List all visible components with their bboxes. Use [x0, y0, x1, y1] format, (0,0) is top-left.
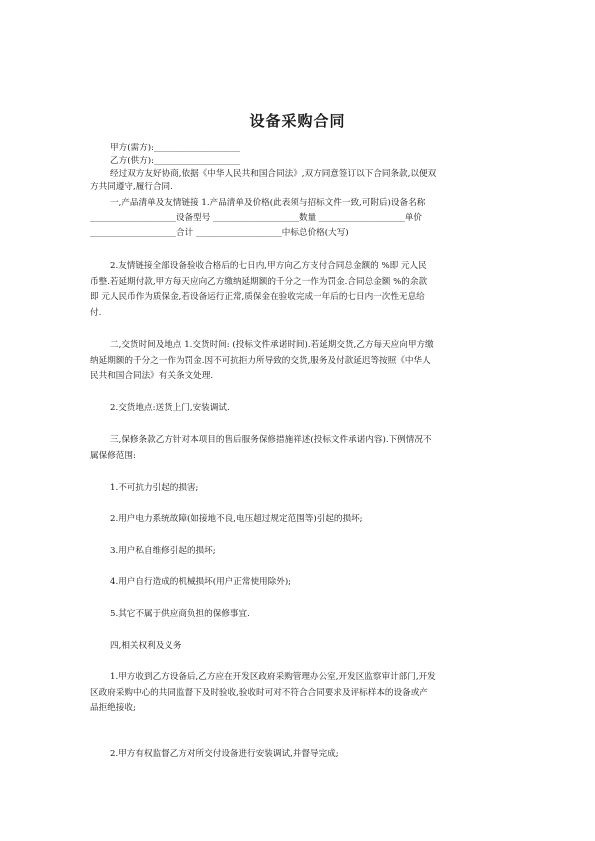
party-a-line: 甲方(需方):____________________: [110, 143, 240, 153]
paragraph-line: ____________________合计 ____________________中标总价格(大写): [90, 228, 349, 238]
paragraph-line: 三,保修条款乙方针对本项目的售后服务保修措施祥述(投标文件承诺内容).下例情况不: [110, 435, 432, 445]
paragraph-line: 币整.若延期付款,甲方每天应向乙方缴纳延期额的千分之一作为罚金.合同总金额 %的余款: [90, 277, 428, 287]
paragraph-line: 民共和国合同法》有关条文处理.: [90, 371, 214, 381]
paragraph-line: 一,产品清单及友情链接 1.产品清单及价格(此表须与招标文件一致,可附后)设备名称: [110, 198, 426, 208]
paragraph-line: 5.其它不属于供应商负担的保修事宜.: [110, 609, 250, 619]
paragraph-line: 付.: [90, 308, 102, 318]
section-heading: 四,相关权利及义务: [110, 641, 182, 651]
paragraph-line: 1.甲方收到乙方设备后,乙方应在开发区政府采购管理办公室,开发区监察审计部门,开发: [110, 672, 436, 682]
paragraph-line: 二,交货时间及地点 1.交货时间: (投标文件承诺时间).若延期交货,乙方每天应向甲方缴: [110, 340, 434, 350]
paragraph-line: ____________________设备型号 ____________________数量 ____________________单价: [90, 213, 423, 223]
paragraph-line: 3.用户私自维修引起的损坏;: [110, 546, 216, 556]
paragraph-line: 2.甲方有权监督乙方对所交付设备进行安装调试,并督导完成;: [110, 749, 339, 759]
paragraph-line: 4.用户自行造成的机械损坏(用户正常使用除外);: [110, 577, 292, 587]
paragraph-line: 经过双方友好协商,依据《中华人民共和国合同法》,双方同意签订以下合同条款,以便双: [110, 169, 437, 179]
paragraph-line: 纳延期额的千分之一作为罚金.因不可抗拒力所导致的交货,服务及付款延迟等按照《中华人: [90, 356, 431, 366]
paragraph-line: 1.不可抗力引起的损害;: [110, 483, 199, 493]
paragraph-line: 方共同遵守,履行合同.: [90, 182, 173, 192]
paragraph-line: 2.交货地点:送货上门,安装调试.: [110, 403, 230, 413]
paragraph-line: 品拒绝接收;: [90, 703, 136, 713]
party-b-line: 乙方(供方):____________________: [110, 156, 240, 166]
paragraph-line: 属保修范围:: [90, 451, 136, 461]
paragraph-line: 2.用户电力系统故障(如接地不良,电压超过规定范围等)引起的损坏;: [110, 514, 363, 524]
paragraph-line: 2.友情链接全部设备验收合格后的七日内,甲方向乙方支付合同总金额的 %即 元人民: [110, 261, 427, 271]
paragraph-line: 即 元人民币作为质保金,若设备运行正常,质保金在验收完成一年后的七日内一次性无息给: [90, 292, 425, 302]
paragraph-line: 区政府采购中心的共同监督下及时验收,验收时可对不符合合同要求及评标样本的设备或产: [90, 688, 428, 698]
document-title: 设备采购合同: [249, 112, 346, 130]
